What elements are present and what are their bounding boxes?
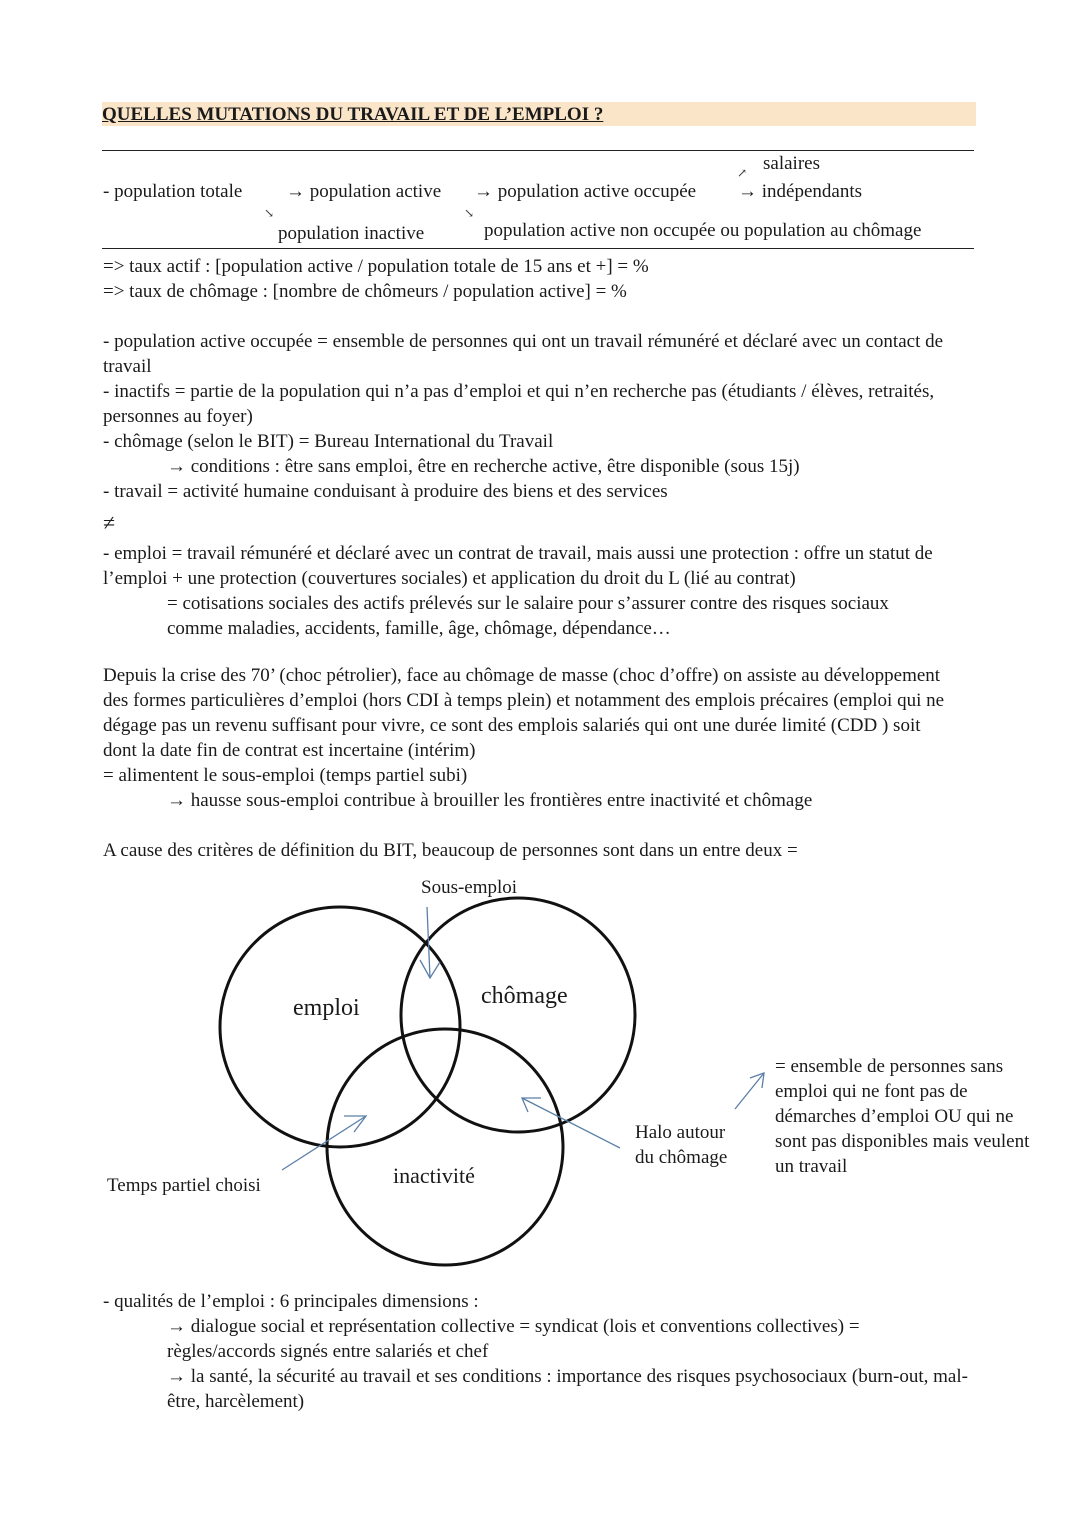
crise-paragraph: Depuis la crise des 70’ (choc pétrolier), face au chômage de masse (choc d’offre) on assiste au développement des formes particulières d’emploi (hors CDI à temps plein) et notamment des emplois précaires (emploi qui ne dégage pas un revenu suffisant pour vivre, ce sont des emplois salariés qui ont une durée limité (CDD ) soit dont la date fin de contrat est incertaine (intérim)	[103, 665, 945, 761]
def-cotisations: = cotisations sociales des actifs prélevés sur le salaire pour s’assurer contre des risques sociaux comme maladies, accidents, famille, âge, chômage, dépendance…	[167, 593, 889, 639]
flow-population-active: → population active	[286, 181, 442, 202]
formula-taux-actif: => taux actif : [population active / population totale de 15 ans et +] = %	[103, 256, 649, 277]
label-inactivite: inactivité	[393, 1163, 475, 1188]
crise-sous-emploi: = alimentent le sous-emploi (temps partiel subi)	[103, 765, 468, 786]
halo-def-arrow-icon	[735, 1073, 764, 1109]
def-chomage-conditions: → conditions : être sans emploi, être en recherche active, être disponible (sous 15j)	[167, 456, 800, 477]
down-right-arrow-icon: ↘	[464, 206, 475, 220]
label-emploi: emploi	[293, 995, 360, 1021]
flow-population-non-occupee: population active non occupée ou population au chômage	[484, 220, 922, 241]
def-emploi: - emploi = travail rémunéré et déclaré avec un contrat de travail, mais aussi une protection : offre un statut de l’emploi + une protection (couvertures sociales) et application du droit du L (lié au contrat)	[103, 543, 933, 589]
def-chomage: - chômage (selon le BIT) = Bureau International du Travail	[103, 431, 554, 452]
not-equal-sign: ≠	[103, 510, 116, 535]
qualites-dialogue: → dialogue social et représentation collective = syndicat (lois et conventions collectives) = règles/accords signés entre salariés et chef	[167, 1316, 860, 1362]
flow-population-active-occupee: → population active occupée	[474, 181, 697, 202]
flow-population-inactive: population inactive	[278, 223, 425, 244]
label-halo-def: un travail	[775, 1156, 848, 1177]
page-title: QUELLES MUTATIONS DU TRAVAIL ET DE L’EMPLOI ?	[102, 104, 604, 125]
inactivite-circle	[327, 1029, 563, 1265]
def-inactifs: - inactifs = partie de la population qui n’a pas d’emploi et qui n’en recherche pas (étudiants / élèves, retraités, personnes au foyer)	[103, 381, 935, 427]
formula-taux-chomage: => taux de chômage : [nombre de chômeurs / population active] = %	[103, 281, 627, 302]
bit-line: A cause des critères de définition du BIT, beaucoup de personnes sont dans un entre deux =	[103, 840, 798, 861]
label-halo-1: Halo autour	[635, 1122, 726, 1143]
flow-population-totale: - population totale	[103, 181, 243, 202]
crise-hausse: → hausse sous-emploi contribue à brouiller les frontières entre inactivité et chômage	[167, 790, 813, 811]
label-chomage: chômage	[481, 983, 568, 1009]
label-halo-def: sont pas disponibles mais veulent	[775, 1131, 1030, 1152]
def-travail: - travail = activité humaine conduisant à produire des biens et des services	[103, 481, 668, 502]
label-halo-def: démarches d’emploi OU qui ne	[775, 1106, 1014, 1127]
qualites-sante: → la santé, la sécurité au travail et ses conditions : importance des risques psychosociaux (burn-out, mal-être, harcèlement)	[167, 1366, 968, 1412]
down-right-arrow-icon: ↘	[264, 206, 275, 220]
flow-independants: → indépendants	[738, 181, 863, 202]
label-halo-2: du chômage	[635, 1147, 728, 1168]
qualites-intro: - qualités de l’emploi : 6 principales dimensions :	[103, 1291, 479, 1312]
label-halo-def: emploi qui ne font pas de	[775, 1081, 968, 1102]
def-occupee: - population active occupée = ensemble de personnes qui ont un travail rémunéré et déclaré avec un contact de travail	[103, 331, 944, 377]
label-sous-emploi: Sous-emploi	[421, 877, 518, 898]
qualites-block	[103, 1289, 969, 1414]
label-temps-partiel: Temps partiel choisi	[107, 1175, 261, 1196]
label-halo-def: = ensemble de personnes sans	[775, 1056, 1004, 1077]
temps-partiel-arrow-icon	[282, 1116, 366, 1170]
chomage-circle	[401, 898, 635, 1132]
up-right-arrow-icon: ↗	[737, 166, 748, 180]
flow-salaires: salaires	[763, 153, 820, 174]
halo-arrow-icon	[522, 1098, 620, 1148]
